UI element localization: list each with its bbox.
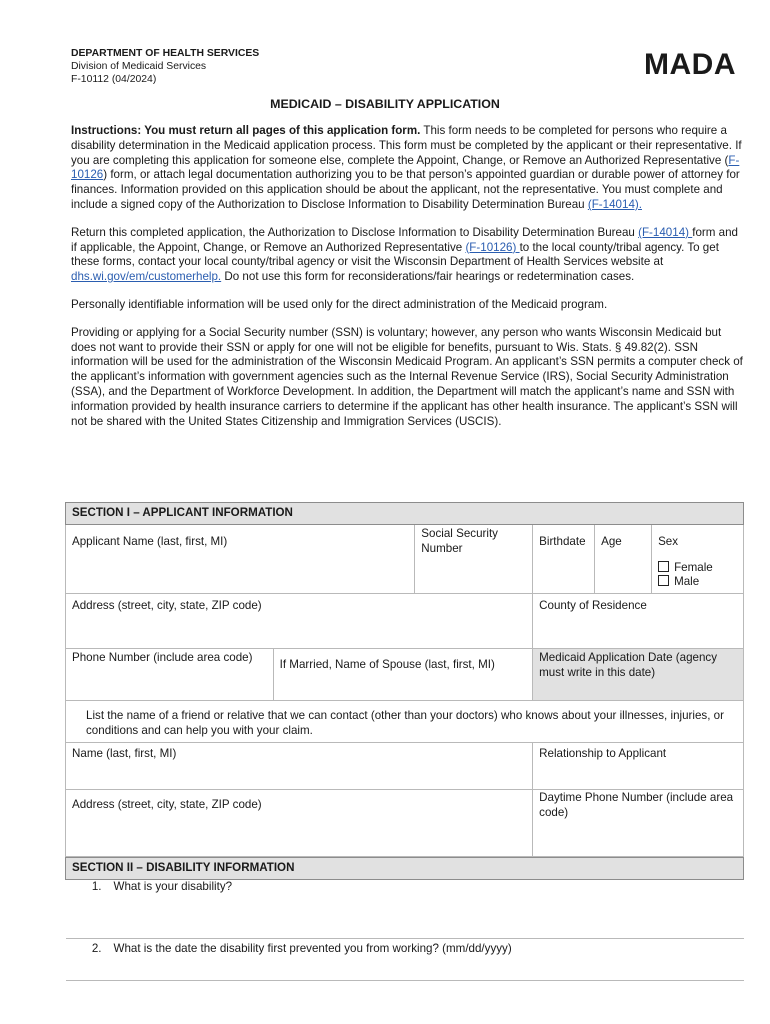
department-name: DEPARTMENT OF HEALTH SERVICES: [71, 48, 260, 59]
instructions-text: This form needs to be completed for persons who require a disability determination in the Medicaid application process. This form must be completed by the applicant or their representative. If you are completing this application for someone else, complete the Appoint, Change, or Remove an Authorized Representative (: [71, 124, 742, 167]
applicant-name-field[interactable]: [66, 524, 415, 593]
birthdate-field[interactable]: [533, 524, 595, 593]
county-field[interactable]: [533, 593, 744, 648]
female-option[interactable]: [658, 561, 737, 576]
instructions-text: ) form, or attach legal documentation authorizing you to be that person’s appointed guardian or durable power of attorney for finances. Information provided on this application should be about the applicant, not the representative. You must complete and include a signed copy of the Authorization to Disclose Information to Disability Determination Bureau: [71, 168, 740, 211]
spouse-label: If Married, Name of Spouse (last, first, MI): [279, 657, 495, 671]
female-label: Female: [674, 560, 713, 574]
section-2-table: [65, 857, 744, 981]
age-field[interactable]: [595, 524, 652, 593]
address-field[interactable]: [66, 593, 533, 648]
application-date-label: Medicaid Application Date (agency must write in this date): [539, 650, 718, 679]
instructions-lead: Instructions: You must return all pages of this application form.: [71, 124, 421, 137]
age-label: Age: [601, 534, 622, 548]
male-checkbox[interactable]: [658, 575, 669, 586]
link-f10126-2[interactable]: (F-10126): [465, 240, 520, 254]
instructions-text: form and if applicable, the Appoint, Change, or Remove an Authorized Representative: [71, 225, 738, 254]
daytime-phone-label: Daytime Phone Number (include area code): [539, 790, 734, 819]
link-f14014[interactable]: (F-14014).: [587, 197, 642, 211]
question-2-field[interactable]: [66, 938, 744, 980]
contact-name-field[interactable]: [66, 742, 533, 789]
form-code: MADA: [644, 48, 736, 81]
county-label: County of Residence: [539, 598, 647, 612]
link-f10126[interactable]: F-10126: [71, 153, 740, 182]
section-1-heading: SECTION I – APPLICANT INFORMATION: [66, 503, 744, 525]
form-number: F-10112 (04/2024): [71, 74, 157, 85]
birthdate-label: Birthdate: [539, 534, 586, 548]
contact-name-label: Name (last, first, MI): [72, 746, 177, 760]
relationship-label: Relationship to Applicant: [539, 746, 667, 760]
page-title: MEDICAID – DISABILITY APPLICATION: [270, 97, 500, 111]
section-2-heading: SECTION II – DISABILITY INFORMATION: [66, 858, 744, 880]
question-2-label: What is the date the disability first prevented you from working? (mm/dd/yyyy): [113, 941, 512, 955]
instructions-paragraph-4: Providing or applying for a Social Security number (SSN) is voluntary; however, any person who wants Wisconsin Medicaid but does not want to provide their SSN or apply for one will not be eligible for benefits, pursuant to Wis. Stats. § 49.82(2). SSN information will be used for the administration of the Wisconsin Medicaid Program. An applicant’s SSN permits a computer check of the applicant’s information with government agencies such as the Internal Revenue Service (IRS), Social Security Administration (SSA), and the Department of Workforce Development. In addition, the Department will match the applicant’s name and SSN with information provided by health insurance carriers to determine if the applicant has other health insurance. The applicant’s SSN will not be shared with the United States Citizenship and Immigration Services (USCIS).: [71, 325, 743, 428]
contact-address-label: Address (street, city, state, ZIP code): [72, 797, 262, 811]
contact-address-field[interactable]: [66, 789, 533, 856]
instructions-block: [71, 124, 743, 442]
question-2-number: 2.: [91, 941, 102, 955]
sex-label: Sex: [658, 534, 679, 548]
phone-label: Phone Number (include area code): [72, 650, 253, 664]
ssn-field[interactable]: [415, 524, 533, 593]
instructions-paragraph-1: [71, 124, 743, 213]
instructions-paragraph-3: Personally identifiable information will be used only for the direct administration of the Medicaid program.: [71, 297, 608, 311]
contact-instructions: List the name of a friend or relative that we can contact (other than your doctors) who knows about your illnesses, injuries, or conditions and can help you with your claim.: [66, 700, 744, 742]
question-1-number: 1.: [91, 879, 102, 893]
division-name: Division of Medicaid Services: [71, 61, 207, 72]
daytime-phone-field[interactable]: [533, 789, 744, 856]
spouse-field[interactable]: [273, 648, 533, 700]
link-f14014-2[interactable]: (F-14014): [638, 225, 693, 239]
instructions-paragraph-2: [71, 226, 743, 285]
section-1-table: [65, 502, 744, 857]
male-option[interactable]: [658, 575, 737, 590]
instructions-text: Return this completed application, the Authorization to Disclose Information to Disability Determination Bureau: [71, 225, 639, 239]
application-date-field: [533, 648, 744, 700]
instructions-text: to the local county/tribal agency. To get these forms, contact your local county/tribal agency or visit the Wisconsin Department of Health Services website at: [71, 240, 719, 269]
link-customer-help[interactable]: dhs.wi.gov/em/customerhelp.: [71, 270, 222, 284]
applicant-name-label: Applicant Name (last, first, MI): [72, 534, 228, 548]
question-1-label: What is your disability?: [113, 879, 233, 893]
relationship-field[interactable]: [533, 742, 744, 789]
ssn-label: Social Security Number: [421, 526, 498, 555]
address-label: Address (street, city, state, ZIP code): [72, 598, 262, 612]
female-checkbox[interactable]: [658, 561, 669, 572]
question-1-field[interactable]: [66, 879, 744, 938]
instructions-text: Do not use this form for reconsiderations/fair hearings or redetermination cases.: [221, 270, 635, 284]
sex-field: [652, 524, 744, 593]
male-label: Male: [674, 575, 700, 589]
agency-header: [71, 47, 259, 86]
phone-field[interactable]: [66, 648, 274, 700]
